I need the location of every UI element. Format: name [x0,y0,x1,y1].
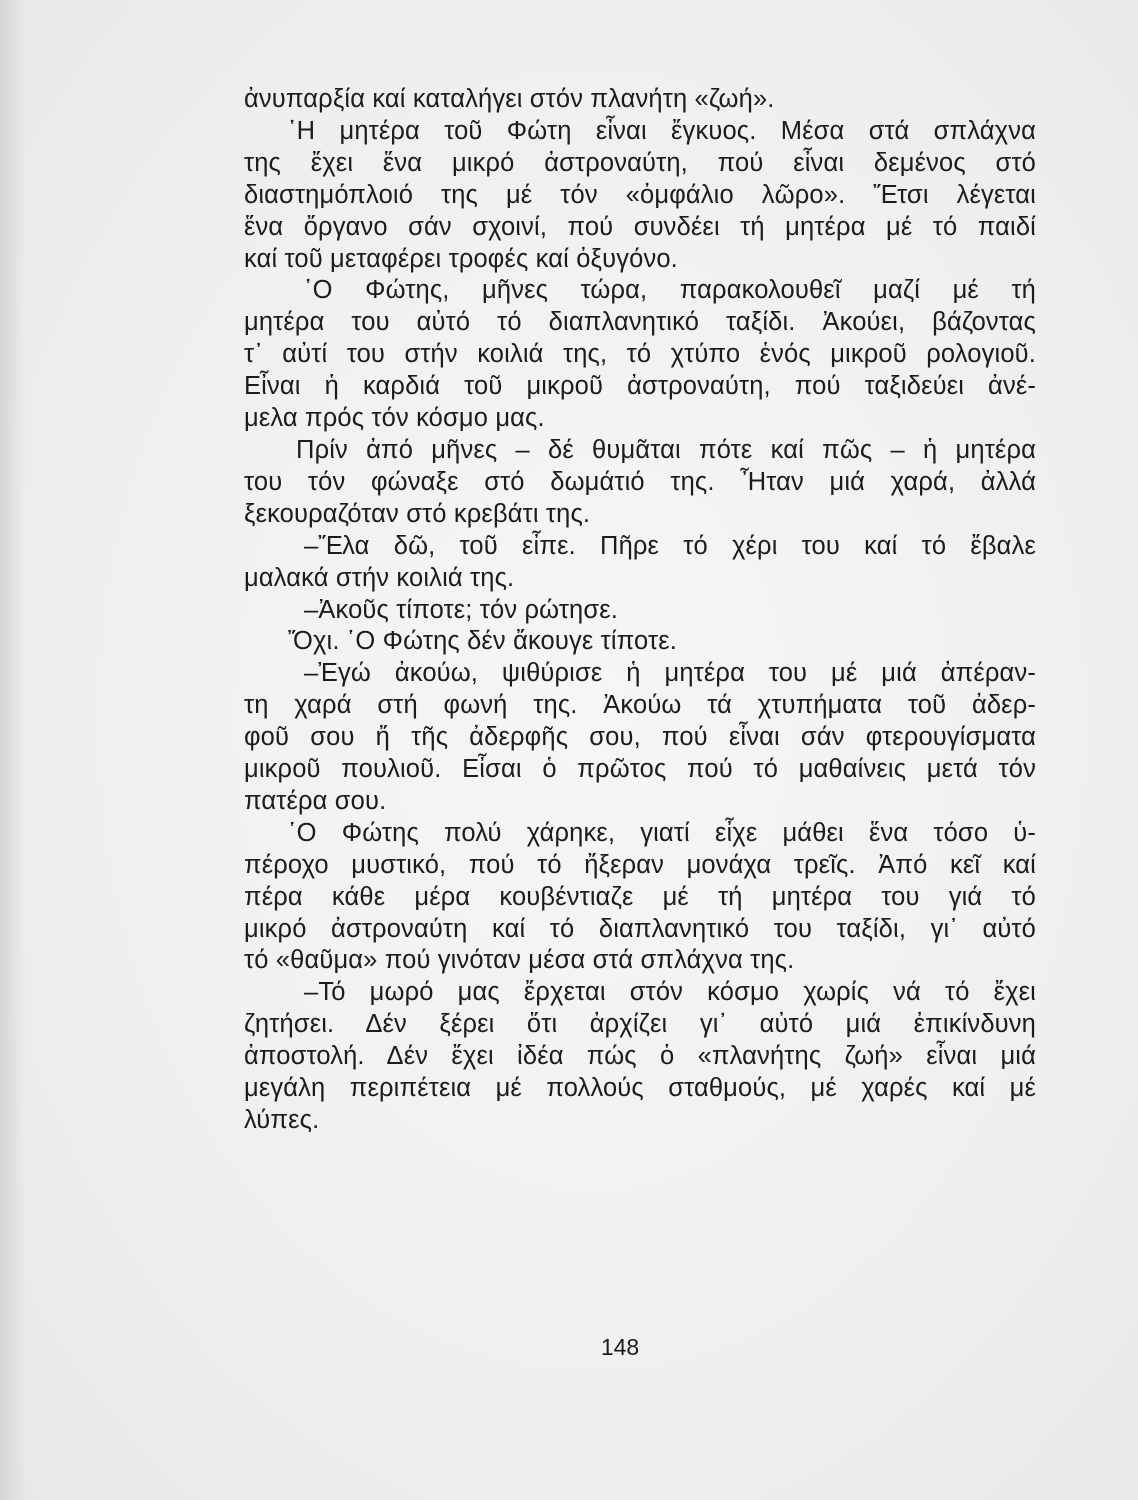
text-line: διαστημόπλοιό της μέ τόν «ὀμφάλιο λῶρο». Ἔτσι λέγεται [244,180,1036,209]
text-line: ἕνα ὄργανο σάν σχοινί, πού συνδέει τή μητέρα μέ τό παιδί [244,212,1036,241]
text-line: ζητήσει. Δέν ξέρει ὅτι ἀρχίζει γι᾽ αὐτό μιά ἐπικίνδυνη [244,1010,1036,1039]
text-line: –Ἐγώ ἀκούω, ψιθύρισε ἡ μητέρα του μέ μιά ἀπέραν- [304,659,1036,688]
text-line: πατέρα σου. [244,786,387,815]
text-line: –Τό μωρό μας ἔρχεται στόν κόσμο χωρίς νά τό ἔχει [304,978,1036,1007]
body-text [244,84,1036,1137]
text-line: ῾Η μητέρα τοῦ Φώτη εἶναι ἔγκυος. Μέσα στά σπλάχνα [288,116,1036,145]
text-line: –Ἔλα δῶ, τοῦ εἶπε. Πῆρε τό χέρι του καί τό ἔβαλε [304,531,1036,560]
text-line: πέρα κάθε μέρα κουβέντιαζε μέ τή μητέρα του γιά τό [244,882,1036,911]
text-line: Ὄχι. ῾Ο Φώτης δέν ἄκουγε τίποτε. [288,627,677,656]
text-line: λύπες. [244,1106,320,1134]
text-line: ῾Ο Φώτης πολύ χάρηκε, γιατί εἶχε μάθει ἕνα τόσο ὑ- [288,818,1036,847]
text-line: φοῦ σου ἤ τῆς ἀδερφῆς σου, πού εἶναι σάν φτερουγίσματα [244,723,1036,752]
text-line: ξεκουραζόταν στό κρεβάτι της. [244,499,591,528]
text-line: ῾Ο Φώτης, μῆνες τώρα, παρακολουθεῖ μαζί μέ τή [304,276,1036,305]
text-line: μητέρα του αὐτό τό διαπλανητικό ταξίδι. Ἀκούει, βάζοντας [244,308,1036,337]
text-line: τη χαρά στή φωνή της. Ἀκούω τά χτυπήματα τοῦ ἀδερ- [244,691,1036,720]
text-line: μελα πρός τόν κόσμο μας. [244,404,545,433]
text-line: ἀποστολή. Δέν ἔχει ἰδέα πώς ὁ «πλανήτης ζωή» εἶναι μιά [244,1042,1036,1071]
page-number: 148 [600,1334,640,1360]
text-line: Πρίν ἀπό μῆνες – δέ θυμᾶται πότε καί πῶς – ἡ μητέρα [296,435,1036,464]
text-line: Εἶναι ἡ καρδιά τοῦ μικροῦ ἀστροναύτη, πού ταξιδεύει ἀνέ- [244,372,1036,401]
text-line: καί τοῦ μεταφέρει τροφές καί ὀξυγόνο. [244,244,678,273]
text-line: ἀνυπαρξία καί καταλήγει στόν πλανήτη «ζωή». [244,85,775,113]
text-line: τό «θαῦμα» πού γινόταν μέσα στά σπλάχνα της. [244,946,795,975]
text-line: της ἔχει ἕνα μικρό ἀστροναύτη, πού εἶναι δεμένος στό [244,148,1036,177]
text-line: πέροχο μυστικό, πού τό ἤξεραν μονάχα τρεῖς. Ἀπό κεῖ καί [244,850,1036,879]
text-line: μικρό ἀστροναύτη καί τό διαπλανητικό του ταξίδι, γι᾽ αὐτό [244,914,1036,943]
text-line: του τόν φώναξε στό δωμάτιό της. Ἦταν μιά χαρά, ἀλλά [244,467,1036,496]
text-line: μικροῦ πουλιοῦ. Εἶσαι ὁ πρῶτος πού τό μαθαίνεις μετά τόν [244,755,1036,784]
text-line: μεγάλη περιπέτεια μέ πολλούς σταθμούς, μέ χαρές καί μέ [244,1074,1036,1103]
page-gutter-shadow [0,0,26,1500]
text-line: –Ἀκοῦς τίποτε; τόν ρώτησε. [304,595,619,624]
text-line: μαλακά στήν κοιλιά της. [244,563,515,592]
text-line: τ᾽ αὐτί του στήν κοιλιά της, τό χτύπο ἑνός μικροῦ ρολογιοῦ. [244,340,1036,369]
